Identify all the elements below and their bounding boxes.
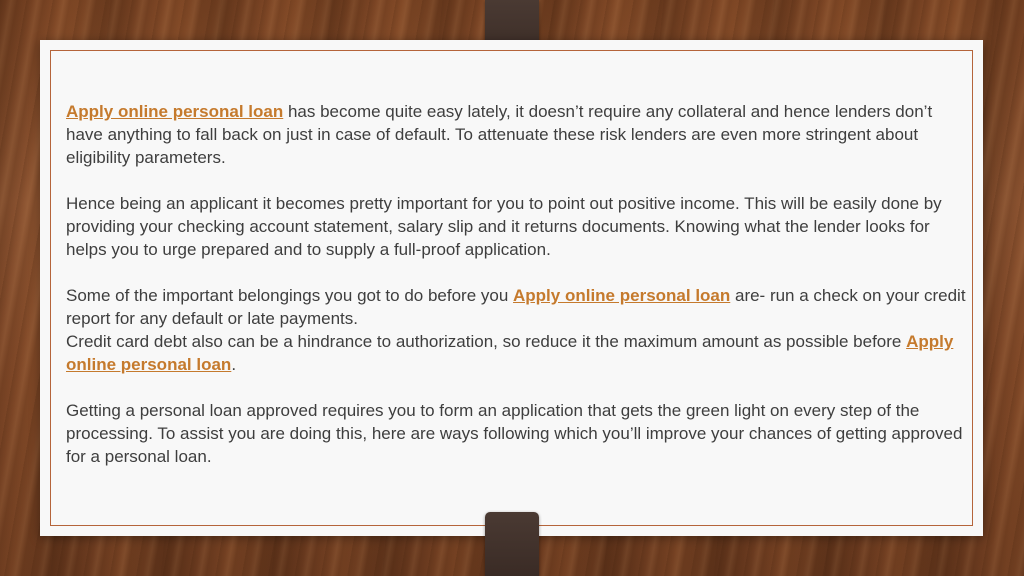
bottom-binder-clip xyxy=(485,512,539,576)
paragraph-3-text-after: are- run a check on your credit report for any default or late payments. xyxy=(66,286,966,328)
apply-loan-link-3[interactable]: Apply online personal loan xyxy=(66,332,954,374)
paragraph-2-text: Hence being an applicant it becomes pretty important for you to point out positive income. This will be easily done by providing your checking account statement, salary slip and it returns documents. Knowing what the lender looks for helps you to urge prepared and to supply a full-proof application. xyxy=(66,194,942,259)
paragraph-3-period: . xyxy=(231,355,237,374)
paragraph-3-text-before: Some of the important belongings you got to do before you xyxy=(66,286,514,305)
paragraph-4 xyxy=(66,399,966,468)
paragraph-4-text: Getting a personal loan approved requires you to form an application that gets the green light on every step of the processing. To assist you are doing this, here are ways following which you’ll improve your chances of getting approved for a personal loan. xyxy=(66,401,963,466)
apply-loan-link-1[interactable]: Apply online personal loan xyxy=(66,102,284,121)
paragraph-1 xyxy=(66,100,966,169)
paragraph-1-text: has become quite easy lately, it doesn’t require any collateral and hence lenders don’t have anything to fall back on just in case of default. To attenuate these risk lenders are even more stringent about eligibility parameters. xyxy=(66,102,933,167)
paragraph-3 xyxy=(66,284,966,376)
paragraph-2 xyxy=(66,192,966,261)
paragraph-3-line-2: Credit card debt also can be a hindrance to authorization, so reduce it the maximum amount as possible before xyxy=(66,332,907,351)
apply-loan-link-2[interactable]: Apply online personal loan xyxy=(513,286,731,305)
article-body xyxy=(66,100,966,491)
